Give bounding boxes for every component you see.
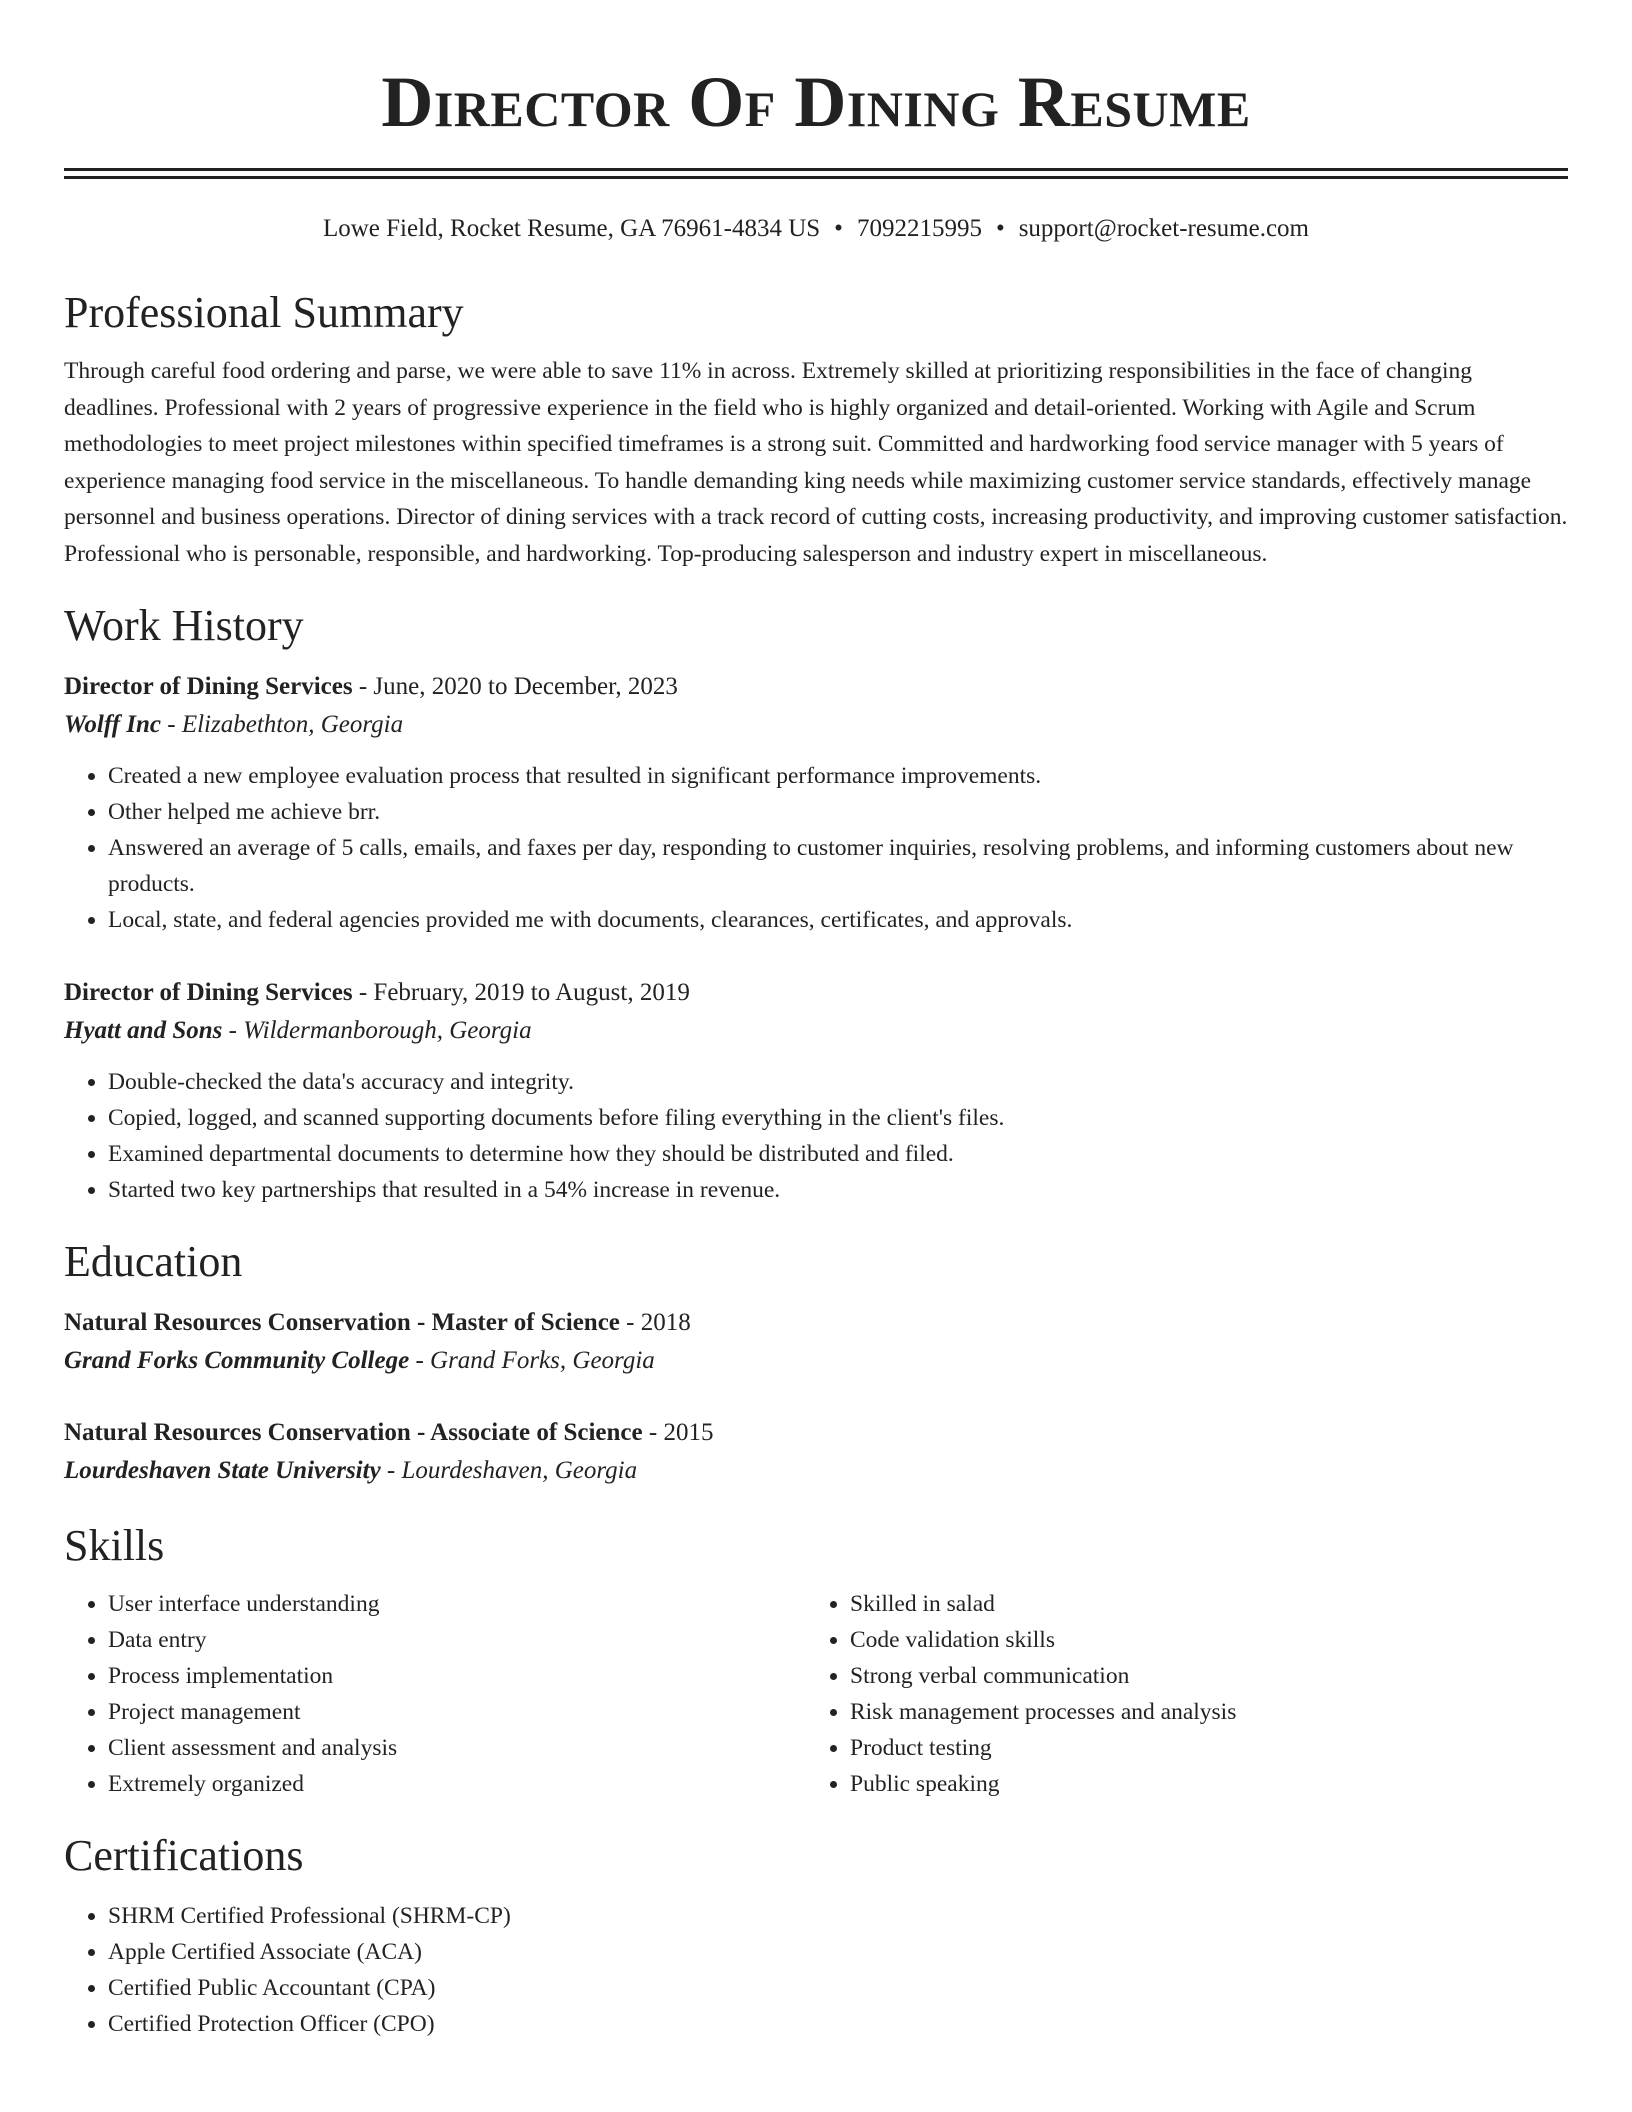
- skill-item: • Client assessment and analysis: [108, 1730, 806, 1766]
- summary-heading: Professional Summary: [64, 288, 464, 337]
- summary-text: Through careful food ordering and parse, we were able to save 11% in across. Extremely skilled at prioritizing responsibilities in the face of changing deadlines. Professional with 2 years of progressive experience in the field who is highly organized and detail-oriented. Working with Agile and Scrum methodologies to meet project milestones within specified timeframes is a strong suit. Committed and hardworking food service manager with 5 years of experience managing food service in the miscellaneous. To handle demanding king needs while maximizing customer service standards, effectively manage personnel and business operations. Director of dining services with a track record of cutting costs, increasing productivity, and improving customer satisfaction. Professional who is personable, responsible, and hardworking. Top-producing salesperson and industry expert in miscellaneous.: [64, 358, 1568, 567]
- job-bullets: [64, 1064, 1568, 1208]
- contact-email: support@rocket-resume.com: [1018, 215, 1309, 242]
- job-location: - Wildermanborough, Georgia: [222, 1017, 532, 1044]
- certification-item: • Certified Protection Officer (CPO): [108, 2006, 1568, 2042]
- skill-item: • Process implementation: [108, 1658, 806, 1694]
- education-degree-line: [64, 1304, 1568, 1342]
- education-school-line: [64, 1452, 1568, 1490]
- skills-list-right: [806, 1586, 1548, 1802]
- skill-item: • Data entry: [108, 1622, 806, 1658]
- education-school: Lourdeshaven State University: [64, 1457, 381, 1484]
- job-bullet: • Other helped me achieve brr.: [108, 794, 1568, 830]
- job-role: Director of Dining Services: [64, 979, 353, 1006]
- job-bullets: [64, 758, 1568, 938]
- contact-address: Lowe Field, Rocket Resume, GA 76961-4834 US: [322, 215, 821, 242]
- education-school: Grand Forks Community College: [64, 1347, 410, 1374]
- job-entry: [64, 668, 1568, 938]
- job-org-line: [64, 706, 1568, 744]
- contact-separator: •: [834, 215, 843, 242]
- skill-item: • Project management: [108, 1694, 806, 1730]
- job-location: - Elizabethton, Georgia: [161, 711, 404, 738]
- contact-phone: 7092215995: [856, 215, 982, 242]
- skill-item: • Strong verbal communication: [850, 1658, 1548, 1694]
- job-entry: [64, 974, 1568, 1208]
- skills-heading: Skills: [64, 1521, 165, 1570]
- education-heading: Education: [64, 1237, 243, 1286]
- resume-title: Director Of Dining Resume: [381, 62, 1251, 142]
- job-employer: Wolff Inc: [64, 711, 161, 738]
- education-school-line: [64, 1342, 1568, 1380]
- skills-grid: [64, 1586, 1568, 1802]
- job-dates: - June, 2020 to December, 2023: [352, 673, 678, 700]
- education-entry: [64, 1304, 1568, 1380]
- job-title-line: [64, 668, 1568, 706]
- contact-line: [64, 213, 1568, 245]
- job-bullet: • Local, state, and federal agencies provided me with documents, clearances, certificates, and approvals.: [108, 902, 1568, 938]
- certification-item: • SHRM Certified Professional (SHRM-CP): [108, 1898, 1568, 1934]
- education-degree-line: [64, 1414, 1568, 1452]
- certification-item: • Certified Public Accountant (CPA): [108, 1970, 1568, 2006]
- education-location: - Lourdeshaven, Georgia: [380, 1457, 638, 1484]
- job-bullet: • Created a new employee evaluation process that resulted in significant performance improvements.: [108, 758, 1568, 794]
- job-bullet: • Answered an average of 5 calls, emails, and faxes per day, responding to customer inquiries, resolving problems, and informing customers about new products.: [108, 830, 1568, 902]
- job-dates: - February, 2019 to August, 2019: [352, 979, 690, 1006]
- skill-item: • Skilled in salad: [850, 1586, 1548, 1622]
- education-year: - 2015: [642, 1419, 714, 1446]
- job-bullet: • Double-checked the data's accuracy and integrity.: [108, 1064, 1568, 1100]
- job-title-line: [64, 974, 1568, 1012]
- skill-item: • Extremely organized: [108, 1766, 806, 1802]
- certifications-heading: Certifications: [64, 1831, 304, 1880]
- skills-list-left: [64, 1586, 806, 1802]
- education-location: - Grand Forks, Georgia: [409, 1347, 655, 1374]
- education-entry: [64, 1414, 1568, 1490]
- skill-item: • Public speaking: [850, 1766, 1548, 1802]
- skill-item: • Risk management processes and analysis: [850, 1694, 1548, 1730]
- job-bullet: • Started two key partnerships that resulted in a 54% increase in revenue.: [108, 1172, 1568, 1208]
- skill-item: • User interface understanding: [108, 1586, 806, 1622]
- job-org-line: [64, 1012, 1568, 1050]
- education-degree: Natural Resources Conservation - Associate of Science: [64, 1419, 643, 1446]
- job-role: Director of Dining Services: [64, 673, 353, 700]
- job-bullet: • Copied, logged, and scanned supporting documents before filing everything in the client's files.: [108, 1100, 1568, 1136]
- education-year: - 2018: [619, 1309, 691, 1336]
- certification-item: • Apple Certified Associate (ACA): [108, 1934, 1568, 1970]
- skill-item: • Product testing: [850, 1730, 1548, 1766]
- title-divider: [64, 168, 1568, 179]
- job-bullet: • Examined departmental documents to determine how they should be distributed and filed.: [108, 1136, 1568, 1172]
- education-degree: Natural Resources Conservation - Master of Science: [64, 1309, 620, 1336]
- work-history-heading: Work History: [64, 601, 304, 650]
- certifications-list: [64, 1898, 1568, 2042]
- contact-separator: •: [995, 215, 1005, 242]
- skill-item: • Code validation skills: [850, 1622, 1548, 1658]
- job-employer: Hyatt and Sons: [64, 1017, 223, 1044]
